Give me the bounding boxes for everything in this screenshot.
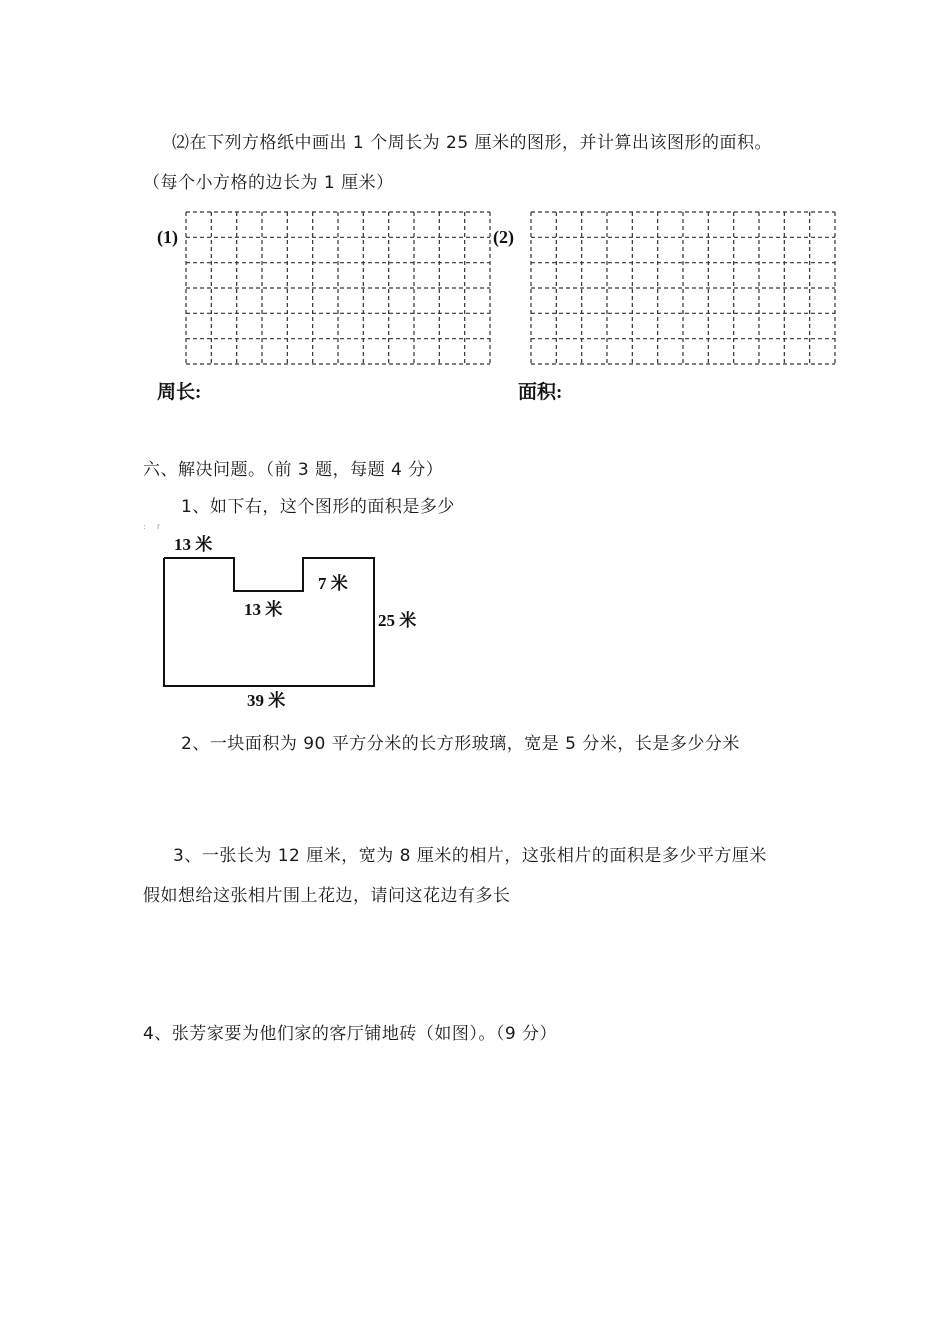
question-3-line1: 3、一张长为 12 厘米，宽为 8 厘米的相片，这张相片的面积是多少平方厘米 — [173, 846, 767, 866]
task-instruction-line1: ⑵在下列方格纸中画出 1 个周长为 25 厘米的图形，并计算出该图形的面积。 — [172, 133, 773, 153]
grid2-label: (2) — [493, 227, 514, 247]
label-bottom: 39 米 — [247, 691, 286, 710]
label-notch-bottom: 13 米 — [244, 600, 283, 619]
task-instruction-line2: （每个小方格的边长为 1 厘米） — [143, 173, 394, 193]
section6-heading: 六、解决问题。（前 3 题，每题 4 分） — [143, 460, 444, 480]
grid1-label: (1) — [157, 227, 178, 247]
question-4: 4、张芳家要为他们家的客厅铺地砖（如图）。（9 分） — [143, 1024, 558, 1044]
question-3-line2: 假如想给这张相片围上花边，请问这花边有多长 — [143, 886, 511, 906]
label-right-side: 25 米 — [378, 611, 417, 630]
notched-rectangle-figure — [150, 525, 450, 720]
scan-mark: r — [157, 522, 161, 531]
label-top-left: 13 米 — [174, 535, 213, 554]
label-notch-depth: 7 米 — [318, 574, 348, 593]
question-2: 2、一块面积为 90 平方分米的长方形玻璃，宽是 5 分米，长是多少分米 — [181, 734, 740, 754]
perimeter-label: 周长: — [157, 382, 202, 403]
question-1: 1、如下右，这个图形的面积是多少 — [181, 497, 455, 517]
scan-mark: : — [143, 522, 146, 531]
area-label: 面积: — [518, 382, 563, 403]
grid-2 — [531, 212, 835, 364]
grid-1 — [186, 212, 490, 364]
